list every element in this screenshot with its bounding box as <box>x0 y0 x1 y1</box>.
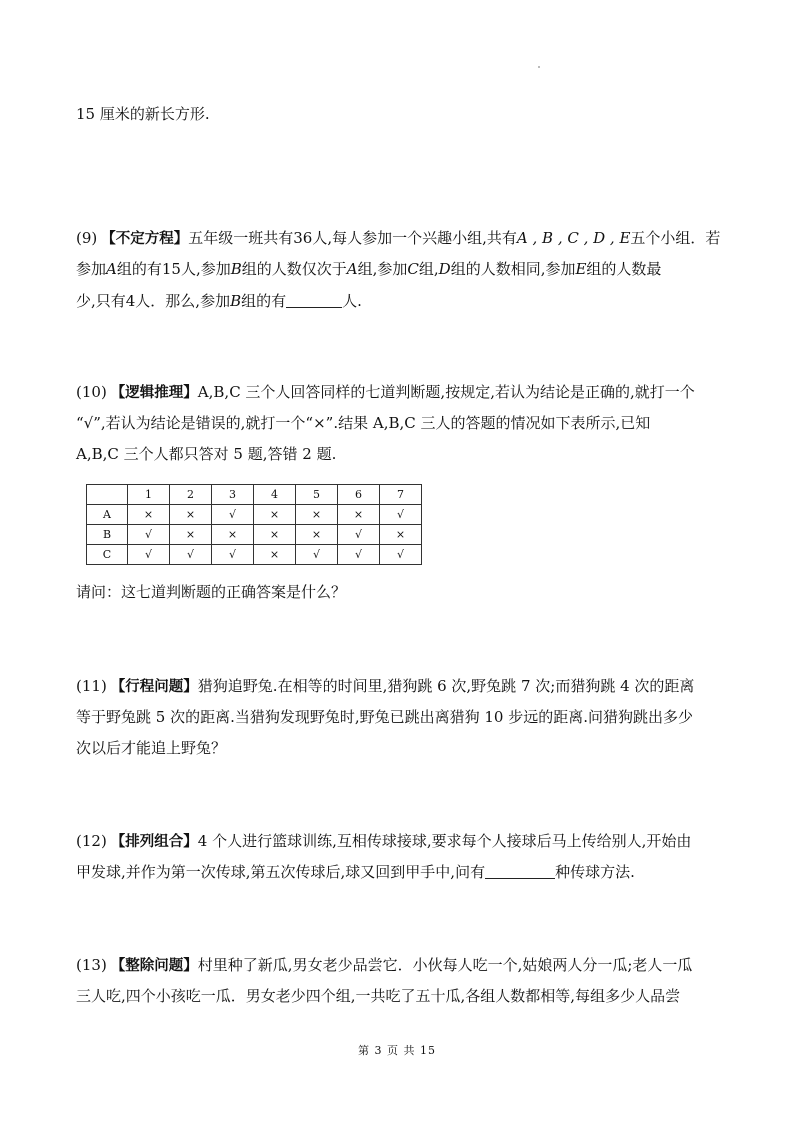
table-header-cell: 1 <box>128 485 170 505</box>
q9-text-2a: 参加 <box>76 260 107 278</box>
q12-line-1 <box>76 831 736 852</box>
q9-text-3a: 少,只有4人．那么,参加 <box>76 292 231 310</box>
intro-line <box>76 104 736 124</box>
q9-text-2c: 组的人数仅次于 <box>241 260 347 278</box>
q9-letter-e: E <box>575 260 587 278</box>
q10-text-2: “√”,若认为结论是错误的,就打一个“×”.结果 A,B,C 三人的答题的情况如下表所示,已知 <box>76 414 651 432</box>
table-cell: × <box>380 525 422 545</box>
q13-line-1 <box>76 955 736 976</box>
table-row <box>87 545 422 565</box>
table-cell: √ <box>380 545 422 565</box>
table-header-cell: 2 <box>170 485 212 505</box>
q11-text-2: 等于野兔跳 5 次的距离.当猎狗发现野兔时,野兔已跳出离猎狗 10 步远的距离.问猎狗跳出多少 <box>76 708 694 726</box>
table-cell: × <box>212 525 254 545</box>
q12-text-2a: 甲发球,并作为第一次传球,第五次传球后,球又回到甲手中,问有 <box>76 863 486 881</box>
table-header-cell: 6 <box>338 485 380 505</box>
q9-text-2e: 组, <box>418 260 439 278</box>
q10-text-1: A,B,C 三个人回答同样的七道判断题,按规定,若认为结论是正确的,就打一个 <box>197 383 695 401</box>
q9-group-letters: A , B , C , D , E <box>516 229 631 247</box>
table-header-row <box>87 485 422 505</box>
q9-text-1: 五年级一班共有36人,每人参加一个兴趣小组,共有 <box>188 229 517 247</box>
q9-letter-b2: B <box>230 292 242 310</box>
q10-number: (10) <box>76 383 107 401</box>
q12-tag: 【排列组合】 <box>110 834 198 850</box>
table-header-cell <box>87 485 128 505</box>
q9-letter-c: C <box>407 260 419 278</box>
q9-line-3 <box>76 291 736 311</box>
page-number-footer: 第 3 页 共 15 <box>358 1044 436 1057</box>
table-cell: √ <box>338 525 380 545</box>
table-header-cell: 3 <box>212 485 254 505</box>
table-cell: × <box>170 525 212 545</box>
q11-tag: 【行程问题】 <box>110 679 198 695</box>
q13-number: (13) <box>76 956 107 974</box>
q13-text-2: 三人吃,四个小孩吃一瓜．男女老少四个组,一共吃了五十瓜,各组人数都相等,每组多少人品尝 <box>76 987 681 1005</box>
q9-number: (9) <box>76 229 98 247</box>
q10-question-line <box>76 582 736 602</box>
q10-line-1 <box>76 382 736 403</box>
table-header-cell: 5 <box>296 485 338 505</box>
table-cell: √ <box>380 505 422 525</box>
table-cell: × <box>254 545 296 565</box>
q11-line-1 <box>76 676 736 697</box>
q10-line-2 <box>76 413 736 433</box>
table-row-label: B <box>87 525 128 545</box>
table-cell: × <box>254 525 296 545</box>
table-cell: √ <box>128 525 170 545</box>
table-cell: × <box>170 505 212 525</box>
q9-answer-blank[interactable] <box>286 293 342 308</box>
table-cell: √ <box>170 545 212 565</box>
q9-text-2g: 组的人数最 <box>586 260 662 278</box>
table-cell: √ <box>212 505 254 525</box>
table-header-cell: 4 <box>254 485 296 505</box>
q9-text-2f: 组的人数相同,参加 <box>450 260 576 278</box>
table-cell: × <box>338 505 380 525</box>
q9-letter-d: D <box>438 260 451 278</box>
q10-tag: 【逻辑推理】 <box>110 385 198 401</box>
q10-text-3: A,B,C 三个人都只答对 5 题,答错 2 题. <box>76 445 337 463</box>
q10-line-3 <box>76 444 736 464</box>
q10-question: 请问：这七道判断题的正确答案是什么？ <box>76 583 347 601</box>
q11-line-2 <box>76 707 736 727</box>
answer-table <box>86 484 422 565</box>
q13-line-2 <box>76 986 736 1006</box>
q9-text-1-end: 五个小组．若 <box>630 229 721 247</box>
table-row <box>87 505 422 525</box>
q9-line-1 <box>76 228 736 249</box>
q11-text-1: 猎狗追野兔.在相等的时间里,猎狗跳 6 次,野兔跳 7 次;而猎狗跳 4 次的距离 <box>197 677 695 695</box>
q12-answer-blank[interactable] <box>485 864 555 879</box>
q9-tag: 【不定方程】 <box>101 231 189 247</box>
q9-text-3b: 组的有 <box>241 292 287 310</box>
q9-text-2d: 组,参加 <box>357 260 408 278</box>
table-header-cell: 7 <box>380 485 422 505</box>
q9-letter-a: A <box>106 260 117 278</box>
table-row <box>87 525 422 545</box>
q12-line-2 <box>76 862 736 882</box>
q11-number: (11) <box>76 677 107 695</box>
table-cell: √ <box>296 545 338 565</box>
q9-text-3c: 人. <box>342 292 362 310</box>
q9-line-2 <box>76 259 736 279</box>
table-cell: √ <box>338 545 380 565</box>
table-row-label: C <box>87 545 128 565</box>
table-row-label: A <box>87 505 128 525</box>
q12-number: (12) <box>76 832 107 850</box>
intro-text: 15 厘米的新长方形. <box>76 105 210 123</box>
table-cell: × <box>296 525 338 545</box>
q9-text-2b: 组的有15人,参加 <box>116 260 231 278</box>
table-cell: √ <box>212 545 254 565</box>
q11-text-3: 次以后才能追上野兔？ <box>76 739 227 757</box>
scan-speck <box>538 66 540 68</box>
table-cell: × <box>128 505 170 525</box>
q13-text-1: 村里种了新瓜,男女老少品尝它．小伙每人吃一个,姑娘两人分一瓜;老人一瓜 <box>197 956 693 974</box>
q12-text-2b: 种传球方法. <box>555 863 635 881</box>
table-cell: √ <box>128 545 170 565</box>
q9-letter-b: B <box>230 260 242 278</box>
q11-line-3 <box>76 738 736 758</box>
table-cell: × <box>296 505 338 525</box>
table-cell: × <box>254 505 296 525</box>
q12-text-1: 4 个人进行篮球训练,互相传球接球,要求每个人接球后马上传给别人,开始由 <box>197 832 692 850</box>
q9-letter-a2: A <box>346 260 358 278</box>
q13-tag: 【整除问题】 <box>110 958 198 974</box>
